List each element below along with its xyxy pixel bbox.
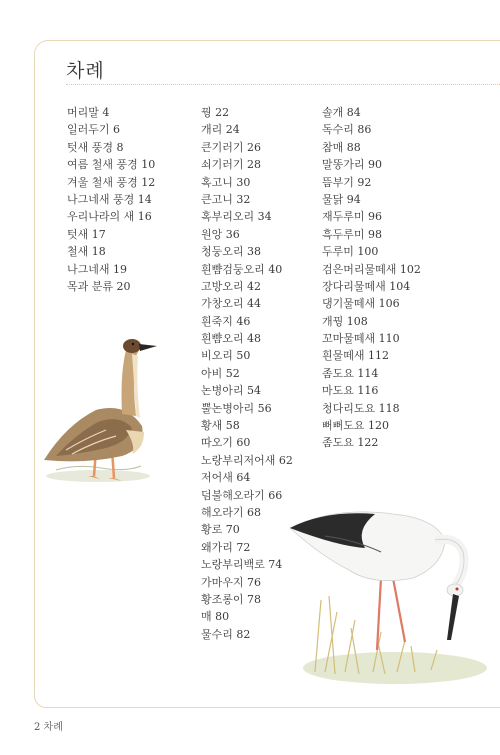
toc-entry: 큰고니 32 (201, 192, 251, 206)
toc-entry: 나그네새 풍경 14 (67, 192, 152, 206)
toc-entry: 흰물떼새 112 (322, 349, 389, 363)
toc-entry: 솔개 84 (322, 106, 361, 119)
toc-entry: 마도요 116 (322, 384, 379, 398)
toc-entry: 머리말 4 (67, 106, 110, 119)
toc-entry: 텃새 풍경 8 (67, 140, 124, 154)
toc-entry: 물닭 94 (322, 192, 361, 206)
toc-entry: 독수리 86 (322, 123, 372, 137)
toc-entry: 황로 70 (201, 523, 240, 537)
toc-entry: 노랑부리저어새 62 (201, 453, 293, 467)
toc-entry: 개리 24 (201, 123, 240, 137)
title-divider (66, 84, 500, 85)
toc-entry: 댕기물떼새 106 (322, 297, 400, 311)
toc-entry: 청둥오리 38 (201, 245, 261, 259)
toc-column-2 (201, 104, 293, 643)
toc-entry: 철새 18 (67, 245, 106, 259)
toc-entry: 말똥가리 90 (322, 158, 382, 172)
toc-entry: 개꿩 108 (322, 314, 368, 328)
toc-entry: 원앙 36 (201, 227, 240, 241)
page-title: 차례 (66, 60, 105, 82)
toc-entry: 여름 철새 풍경 10 (67, 158, 156, 172)
toc-entry: 노랑부리백로 74 (201, 558, 283, 572)
toc-entry: 좀도요 122 (322, 436, 379, 450)
toc-entry: 논병아리 54 (201, 384, 261, 398)
toc-entry: 두루미 100 (322, 245, 379, 259)
stork-illustration (285, 500, 490, 690)
toc-entry: 물수리 82 (201, 627, 251, 641)
toc-entry: 혹고니 30 (201, 175, 251, 189)
toc-entry: 목과 분류 20 (67, 279, 131, 293)
toc-entry: 흰뺨오리 48 (201, 332, 261, 346)
toc-entry: 덤불해오라기 66 (201, 488, 283, 502)
toc-entry: 겨울 철새 풍경 12 (67, 175, 156, 189)
toc-entry: 청다리도요 118 (322, 401, 400, 415)
toc-entry: 왜가리 72 (201, 540, 251, 554)
toc-entry: 나그네새 19 (67, 262, 127, 276)
toc-entry: 가마우지 76 (201, 575, 261, 589)
toc-entry: 흑두루미 98 (322, 227, 382, 241)
toc-entry: 뜸부기 92 (322, 175, 372, 189)
goose-illustration (36, 330, 166, 490)
toc-entry: 꼬마물떼새 110 (322, 332, 400, 346)
toc-entry: 재두루미 96 (322, 210, 382, 224)
page-footer: 2 차례 (34, 722, 63, 733)
toc-entry: 혹부리오리 34 (201, 210, 272, 224)
toc-entry: 황조롱이 78 (201, 592, 261, 606)
toc-entry: 장다리물떼새 104 (322, 279, 411, 293)
toc-entry: 가창오리 44 (201, 297, 261, 311)
toc-entry: 뻐뻐도요 120 (322, 419, 389, 433)
toc-entry: 우리나라의 새 16 (67, 210, 152, 224)
toc-column-3 (322, 104, 421, 452)
toc-column-1 (67, 104, 155, 295)
toc-entry: 해오라기 68 (201, 505, 261, 519)
toc-entry: 뿔논병아리 56 (201, 401, 272, 415)
toc-entry: 저어새 64 (201, 471, 251, 485)
toc-entry: 아비 52 (201, 366, 240, 380)
toc-entry: 텃새 17 (67, 227, 106, 241)
toc-entry: 큰기러기 26 (201, 140, 261, 154)
toc-entry: 좀도요 114 (322, 366, 379, 380)
toc-entry: 참매 88 (322, 140, 361, 154)
toc-entry: 매 80 (201, 610, 230, 624)
toc-entry: 일러두기 6 (67, 123, 120, 137)
toc-entry: 비오리 50 (201, 349, 251, 363)
toc-entry: 흰뺨검둥오리 40 (201, 262, 283, 276)
toc-entry: 검은머리물떼새 102 (322, 262, 421, 276)
toc-entry: 따오기 60 (201, 436, 251, 450)
toc-entry: 고방오리 42 (201, 279, 261, 293)
toc-entry: 흰죽지 46 (201, 314, 251, 328)
toc-entry: 황새 58 (201, 419, 240, 433)
toc-entry: 꿩 22 (201, 106, 230, 119)
toc-entry: 쇠기러기 28 (201, 158, 261, 172)
